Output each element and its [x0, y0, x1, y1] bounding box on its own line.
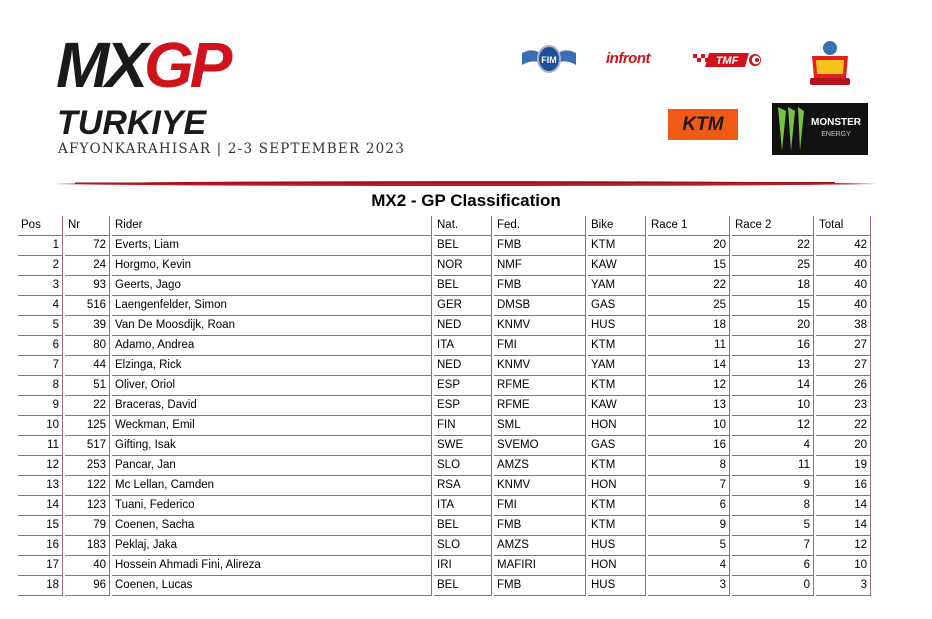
cell-race2: 9: [732, 476, 814, 496]
cell-pos: 13: [18, 476, 63, 496]
cell-race2: 12: [732, 416, 814, 436]
col-race1: Race 1: [648, 216, 730, 236]
cell-total: 14: [816, 516, 871, 536]
col-bike: Bike: [588, 216, 646, 236]
cell-nr: 22: [65, 396, 110, 416]
results-table: [16, 216, 873, 596]
cell-bike: HON: [588, 556, 646, 576]
cell-race1: 9: [648, 516, 730, 536]
cell-race1: 25: [648, 296, 730, 316]
cell-pos: 6: [18, 336, 63, 356]
cell-fed: NMF: [494, 256, 586, 276]
cell-bike: GAS: [588, 436, 646, 456]
cell-nat: ESP: [434, 376, 492, 396]
cell-nr: 125: [65, 416, 110, 436]
cell-rider: Coenen, Lucas: [112, 576, 432, 596]
cell-pos: 9: [18, 396, 63, 416]
cell-rider: Van De Moosdijk, Roan: [112, 316, 432, 336]
cell-nr: 24: [65, 256, 110, 276]
cell-bike: KTM: [588, 516, 646, 536]
cell-rider: Adamo, Andrea: [112, 336, 432, 356]
cell-pos: 1: [18, 236, 63, 256]
cell-race1: 12: [648, 376, 730, 396]
cell-nat: SLO: [434, 536, 492, 556]
cell-race2: 15: [732, 296, 814, 316]
col-rider: Rider: [112, 216, 432, 236]
cell-bike: HUS: [588, 576, 646, 596]
table-row: [18, 476, 871, 496]
cell-rider: Mc Lellan, Camden: [112, 476, 432, 496]
cell-bike: KAW: [588, 396, 646, 416]
cell-fed: FMB: [494, 276, 586, 296]
table-row: [18, 296, 871, 316]
cell-race1: 8: [648, 456, 730, 476]
cell-race2: 25: [732, 256, 814, 276]
cell-total: 38: [816, 316, 871, 336]
cell-bike: HUS: [588, 536, 646, 556]
cell-nr: 93: [65, 276, 110, 296]
table-row: [18, 276, 871, 296]
cell-nr: 253: [65, 456, 110, 476]
cell-race1: 16: [648, 436, 730, 456]
cell-fed: FMI: [494, 496, 586, 516]
cell-race1: 13: [648, 396, 730, 416]
cell-nat: RSA: [434, 476, 492, 496]
cell-nr: 517: [65, 436, 110, 456]
cell-rider: Laengenfelder, Simon: [112, 296, 432, 316]
table-row: [18, 436, 871, 456]
cell-race1: 6: [648, 496, 730, 516]
cell-race1: 15: [648, 256, 730, 276]
cell-race2: 20: [732, 316, 814, 336]
cell-pos: 16: [18, 536, 63, 556]
cell-race1: 18: [648, 316, 730, 336]
cell-nat: NED: [434, 316, 492, 336]
cell-nr: 122: [65, 476, 110, 496]
cell-fed: RFME: [494, 376, 586, 396]
cell-total: 23: [816, 396, 871, 416]
cell-nat: BEL: [434, 276, 492, 296]
cell-rider: Braceras, David: [112, 396, 432, 416]
cell-fed: DMSB: [494, 296, 586, 316]
cell-rider: Weckman, Emil: [112, 416, 432, 436]
cell-pos: 18: [18, 576, 63, 596]
cell-pos: 15: [18, 516, 63, 536]
cell-total: 42: [816, 236, 871, 256]
infront-logo: infront: [606, 50, 650, 67]
cell-nr: 183: [65, 536, 110, 556]
cell-pos: 12: [18, 456, 63, 476]
cell-rider: Tuani, Federico: [112, 496, 432, 516]
cell-race2: 7: [732, 536, 814, 556]
cell-race1: 5: [648, 536, 730, 556]
cell-total: 22: [816, 416, 871, 436]
cell-bike: KAW: [588, 256, 646, 276]
cell-total: 40: [816, 276, 871, 296]
event-title: TURKIYE: [57, 104, 207, 142]
cell-total: 16: [816, 476, 871, 496]
tmf-text: TMF: [715, 55, 739, 67]
cell-race2: 10: [732, 396, 814, 416]
cell-bike: HON: [588, 476, 646, 496]
col-pos: Pos: [18, 216, 63, 236]
logo-mx-text: MX: [56, 29, 144, 101]
table-row: [18, 516, 871, 536]
tmf-logo: [691, 48, 763, 72]
cell-bike: KTM: [588, 236, 646, 256]
cell-bike: HON: [588, 416, 646, 436]
cell-race2: 11: [732, 456, 814, 476]
cell-pos: 8: [18, 376, 63, 396]
table-row: [18, 256, 871, 276]
classification-title: MX2 - GP Classification: [371, 191, 561, 210]
cell-total: 26: [816, 376, 871, 396]
cell-pos: 17: [18, 556, 63, 576]
cell-fed: KNMV: [494, 476, 586, 496]
cell-race2: 16: [732, 336, 814, 356]
cell-nr: 80: [65, 336, 110, 356]
cell-total: 40: [816, 256, 871, 276]
cell-race2: 8: [732, 496, 814, 516]
cell-nr: 44: [65, 356, 110, 376]
cell-nr: 51: [65, 376, 110, 396]
table-row: [18, 336, 871, 356]
cell-nr: 96: [65, 576, 110, 596]
cell-total: 10: [816, 556, 871, 576]
fim-logo: [520, 43, 578, 75]
cell-race2: 4: [732, 436, 814, 456]
logo-gp-text: GP: [144, 29, 229, 101]
cell-race1: 20: [648, 236, 730, 256]
cell-fed: SVEMO: [494, 436, 586, 456]
ktm-logo: [668, 109, 738, 140]
cell-race2: 22: [732, 236, 814, 256]
col-nr: Nr: [65, 216, 110, 236]
table-row: [18, 236, 871, 256]
cell-pos: 4: [18, 296, 63, 316]
cell-race1: 11: [648, 336, 730, 356]
cell-race1: 4: [648, 556, 730, 576]
cell-rider: Gifting, Isak: [112, 436, 432, 456]
motor-sports-logo: [806, 38, 854, 88]
monster-text: MONSTER: [811, 117, 861, 128]
cell-fed: AMZS: [494, 456, 586, 476]
cell-fed: KNMV: [494, 316, 586, 336]
cell-nat: BEL: [434, 236, 492, 256]
cell-nat: SLO: [434, 456, 492, 476]
cell-pos: 3: [18, 276, 63, 296]
cell-nr: 516: [65, 296, 110, 316]
cell-rider: Pancar, Jan: [112, 456, 432, 476]
table-row: [18, 536, 871, 556]
table-row: [18, 396, 871, 416]
cell-race2: 6: [732, 556, 814, 576]
cell-nr: 40: [65, 556, 110, 576]
cell-fed: FMB: [494, 516, 586, 536]
table-header-row: [18, 216, 871, 236]
cell-nr: 123: [65, 496, 110, 516]
cell-total: 19: [816, 456, 871, 476]
cell-fed: MAFIRI: [494, 556, 586, 576]
cell-rider: Elzinga, Rick: [112, 356, 432, 376]
cell-nat: GER: [434, 296, 492, 316]
cell-bike: GAS: [588, 296, 646, 316]
ktm-text: KTM: [682, 114, 724, 135]
cell-pos: 2: [18, 256, 63, 276]
cell-race2: 18: [732, 276, 814, 296]
table-row: [18, 576, 871, 596]
cell-rider: Everts, Liam: [112, 236, 432, 256]
cell-nat: SWE: [434, 436, 492, 456]
cell-fed: KNMV: [494, 356, 586, 376]
cell-nat: ESP: [434, 396, 492, 416]
cell-bike: KTM: [588, 376, 646, 396]
table-row: [18, 416, 871, 436]
cell-race1: 22: [648, 276, 730, 296]
cell-bike: KTM: [588, 496, 646, 516]
cell-pos: 11: [18, 436, 63, 456]
cell-bike: YAM: [588, 356, 646, 376]
cell-race2: 0: [732, 576, 814, 596]
cell-fed: FMB: [494, 236, 586, 256]
monster-energy-logo: [772, 103, 868, 155]
cell-race1: 14: [648, 356, 730, 376]
cell-total: 40: [816, 296, 871, 316]
cell-fed: SML: [494, 416, 586, 436]
table-row: [18, 496, 871, 516]
mxgp-logo: [56, 29, 292, 101]
cell-race1: 10: [648, 416, 730, 436]
cell-nat: BEL: [434, 576, 492, 596]
cell-race2: 14: [732, 376, 814, 396]
cell-fed: FMI: [494, 336, 586, 356]
col-race2: Race 2: [732, 216, 814, 236]
col-total: Total: [816, 216, 871, 236]
cell-total: 3: [816, 576, 871, 596]
cell-nr: 39: [65, 316, 110, 336]
cell-rider: Horgmo, Kevin: [112, 256, 432, 276]
cell-nat: NOR: [434, 256, 492, 276]
cell-nr: 72: [65, 236, 110, 256]
col-nat: Nat.: [434, 216, 492, 236]
cell-nat: IRI: [434, 556, 492, 576]
cell-race1: 7: [648, 476, 730, 496]
cell-pos: 5: [18, 316, 63, 336]
cell-fed: FMB: [494, 576, 586, 596]
cell-nat: ITA: [434, 496, 492, 516]
cell-bike: YAM: [588, 276, 646, 296]
table-row: [18, 456, 871, 476]
cell-bike: HUS: [588, 316, 646, 336]
cell-race2: 5: [732, 516, 814, 536]
fim-text: FIM: [541, 55, 557, 65]
cell-total: 12: [816, 536, 871, 556]
cell-bike: KTM: [588, 456, 646, 476]
cell-rider: Hossein Ahmadi Fini, Alireza: [112, 556, 432, 576]
cell-rider: Coenen, Sacha: [112, 516, 432, 536]
cell-pos: 14: [18, 496, 63, 516]
cell-nat: NED: [434, 356, 492, 376]
cell-race1: 3: [648, 576, 730, 596]
cell-bike: KTM: [588, 336, 646, 356]
cell-nat: FIN: [434, 416, 492, 436]
cell-nat: BEL: [434, 516, 492, 536]
cell-nr: 79: [65, 516, 110, 536]
cell-rider: Geerts, Jago: [112, 276, 432, 296]
table-row: [18, 356, 871, 376]
table-row: [18, 556, 871, 576]
event-details: AFYONKARAHISAR | 2-3 SEPTEMBER 2023: [58, 141, 405, 157]
cell-rider: Oliver, Oriol: [112, 376, 432, 396]
cell-total: 27: [816, 356, 871, 376]
cell-fed: AMZS: [494, 536, 586, 556]
cell-nat: ITA: [434, 336, 492, 356]
table-row: [18, 376, 871, 396]
table-row: [18, 316, 871, 336]
cell-pos: 7: [18, 356, 63, 376]
cell-pos: 10: [18, 416, 63, 436]
cell-total: 27: [816, 336, 871, 356]
cell-total: 14: [816, 496, 871, 516]
cell-race2: 13: [732, 356, 814, 376]
header-divider: [55, 178, 877, 188]
cell-rider: Peklaj, Jaka: [112, 536, 432, 556]
cell-total: 20: [816, 436, 871, 456]
col-fed: Fed.: [494, 216, 586, 236]
monster-sub-text: ENERGY: [821, 131, 851, 138]
cell-fed: RFME: [494, 396, 586, 416]
